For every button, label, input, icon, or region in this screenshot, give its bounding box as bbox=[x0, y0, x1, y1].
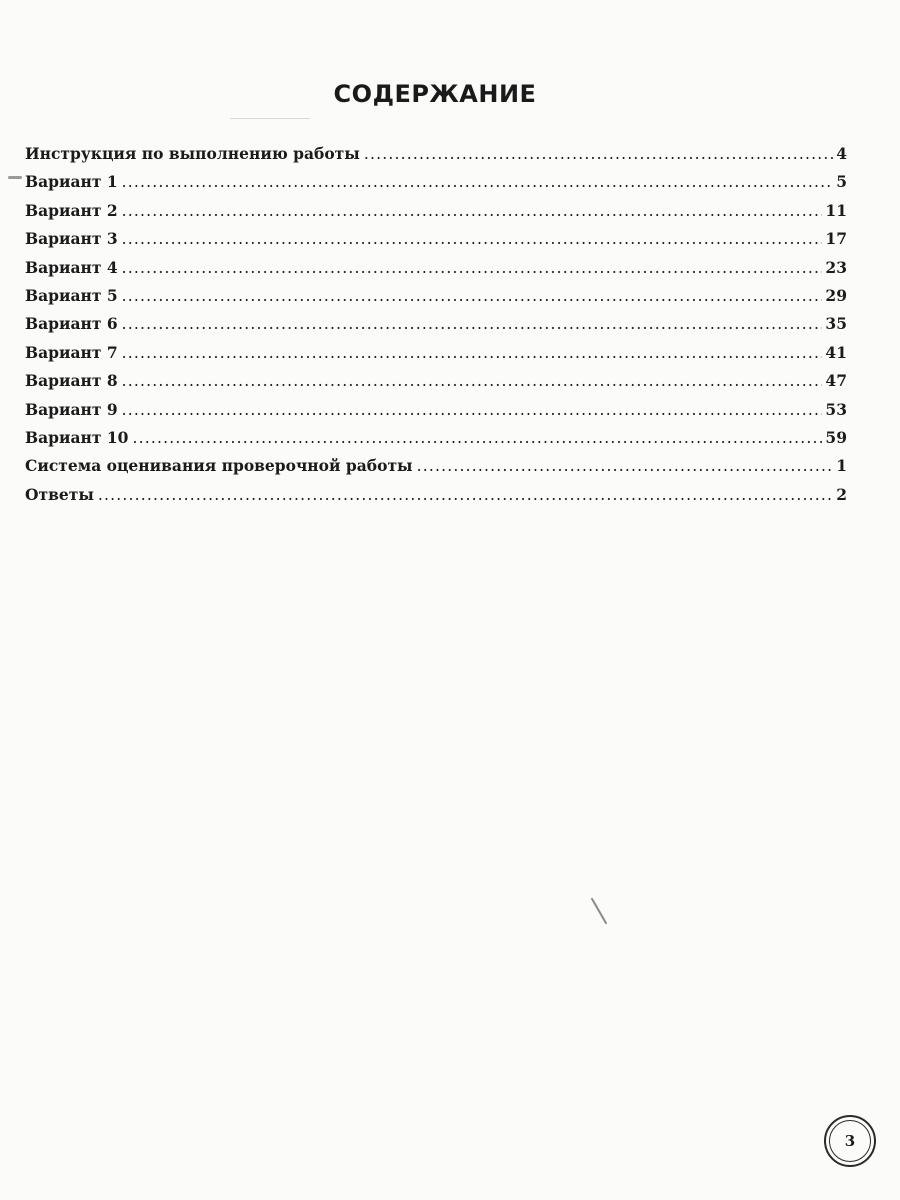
toc-entry-page: 29 bbox=[825, 285, 847, 305]
toc-entry-label: Вариант 3 bbox=[25, 229, 118, 249]
page-title: СОДЕРЖАНИЕ bbox=[333, 80, 537, 108]
page-number-badge bbox=[824, 1115, 876, 1167]
toc-entry-label: Вариант 2 bbox=[25, 200, 118, 220]
toc-leader-dots bbox=[122, 286, 823, 305]
scan-artifact bbox=[230, 118, 310, 119]
toc-entry-page: 47 bbox=[825, 371, 847, 391]
toc-leader-dots bbox=[122, 371, 823, 390]
scan-artifact bbox=[591, 898, 608, 925]
toc-entry-variant-10[interactable] bbox=[25, 428, 847, 456]
toc-entry-label: Вариант 8 bbox=[25, 371, 118, 391]
toc-leader-dots bbox=[122, 400, 823, 419]
toc-entry-label: Вариант 5 bbox=[25, 285, 118, 305]
toc-entry-page: 35 bbox=[825, 314, 847, 334]
toc-entry-label: Вариант 10 bbox=[25, 427, 129, 447]
toc-entry-grading-system[interactable] bbox=[25, 456, 847, 484]
toc-entry-variant-2[interactable] bbox=[25, 201, 847, 229]
toc-entry-page: 1 bbox=[836, 456, 847, 476]
toc-entry-variant-4[interactable] bbox=[25, 258, 847, 286]
toc-leader-dots bbox=[132, 428, 822, 447]
toc-entry-variant-6[interactable] bbox=[25, 314, 847, 342]
toc-entry-variant-8[interactable] bbox=[25, 371, 847, 399]
table-of-contents bbox=[25, 144, 847, 513]
toc-entry-label: Инструкция по выполнению работы bbox=[25, 144, 360, 163]
toc-leader-dots bbox=[364, 144, 833, 163]
toc-leader-dots bbox=[122, 314, 823, 333]
toc-entry-label: Ответы bbox=[25, 484, 94, 504]
toc-leader-dots bbox=[98, 485, 833, 504]
toc-entry-instructions[interactable] bbox=[25, 144, 847, 172]
scan-artifact bbox=[8, 176, 22, 179]
toc-leader-dots bbox=[122, 172, 834, 191]
toc-entry-page: 5 bbox=[836, 172, 847, 192]
toc-leader-dots bbox=[122, 229, 823, 248]
toc-entry-label: Вариант 6 bbox=[25, 314, 118, 334]
toc-entry-variant-3[interactable] bbox=[25, 229, 847, 257]
toc-entry-page: 11 bbox=[825, 200, 847, 220]
toc-entry-page: 2 bbox=[836, 484, 847, 504]
toc-entry-page: 41 bbox=[825, 342, 847, 362]
toc-leader-dots bbox=[417, 456, 834, 475]
toc-leader-dots bbox=[122, 343, 823, 362]
toc-entry-variant-9[interactable] bbox=[25, 400, 847, 428]
toc-entry-label: Система оценивания проверочной работы bbox=[25, 456, 413, 476]
toc-entry-answers[interactable] bbox=[25, 485, 847, 513]
page-number: 3 bbox=[829, 1120, 871, 1162]
toc-entry-variant-1[interactable] bbox=[25, 172, 847, 200]
toc-entry-page: 17 bbox=[825, 229, 847, 249]
toc-entry-page: 23 bbox=[825, 257, 847, 277]
toc-entry-label: Вариант 7 bbox=[25, 342, 118, 362]
toc-entry-label: Вариант 9 bbox=[25, 399, 118, 419]
toc-entry-variant-7[interactable] bbox=[25, 343, 847, 371]
toc-entry-page: 4 bbox=[836, 144, 847, 163]
toc-leader-dots bbox=[122, 201, 823, 220]
toc-entry-label: Вариант 1 bbox=[25, 172, 118, 192]
toc-entry-label: Вариант 4 bbox=[25, 257, 118, 277]
toc-entry-page: 53 bbox=[825, 399, 847, 419]
toc-entry-page: 59 bbox=[825, 427, 847, 447]
toc-entry-variant-5[interactable] bbox=[25, 286, 847, 314]
toc-leader-dots bbox=[122, 258, 823, 277]
